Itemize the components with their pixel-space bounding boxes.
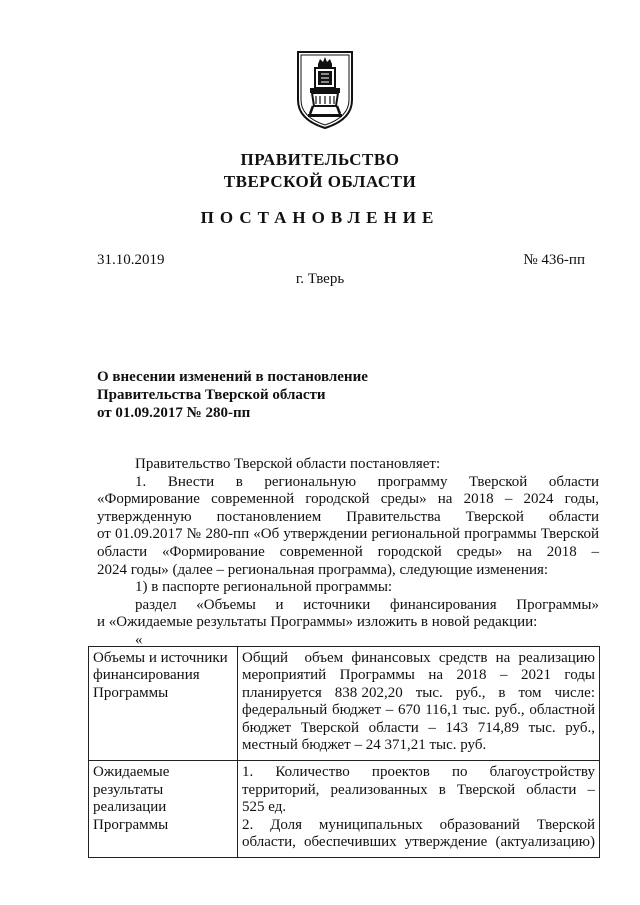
content-line: 2. Доля муниципальных образований Тверской	[242, 816, 595, 833]
table-row	[89, 647, 600, 761]
tver-coat-of-arms-emblem	[294, 48, 356, 130]
organization-name-line1: ПРАВИТЕЛЬСТВО	[240, 150, 400, 169]
content-line: Общий объем финансовых средств на реализацию	[242, 650, 595, 666]
label-line: реализации	[93, 799, 167, 816]
content-line: 525 ед.	[242, 799, 287, 816]
content-line: федеральный бюджет – 670 116,1 тыс. руб., областной	[242, 702, 595, 719]
paragraph-1-line: 1. Внести в региональную программу Тверской области	[135, 473, 599, 490]
opening-quote: «	[135, 631, 143, 648]
document-body	[97, 456, 599, 650]
paragraph-1-line: «Формирование современной городской среды» на 2018 – 2024 годы,	[97, 491, 599, 508]
document-subject	[97, 368, 368, 422]
label-line: Программы	[93, 684, 169, 701]
label-line: финансирования	[93, 667, 200, 684]
paragraph-1-line: от 01.09.2017 № 280-пп «Об утверждении региональной программы Тверской	[97, 526, 599, 543]
subject-line: от 01.09.2017 № 280-пп	[97, 405, 251, 421]
subject-line: Правительства Тверской области	[97, 387, 326, 403]
table-row-content	[238, 761, 600, 858]
label-line: Объемы и источники	[93, 650, 228, 666]
document-type-title: ПОСТАНОВЛЕНИЕ	[200, 208, 440, 227]
table-row-label	[89, 761, 238, 858]
program-passport-table	[88, 646, 600, 858]
table-row-content	[238, 647, 600, 761]
section-paragraph-line: и «Ожидаемые результаты Программы» изложить в новой редакции:	[97, 614, 538, 631]
label-line: Ожидаемые	[93, 764, 170, 781]
content-line: мероприятий Программы на 2018 – 2021 годы	[242, 667, 595, 684]
content-line: области, обеспечивших утверждение (актуализацию)	[242, 834, 595, 851]
content-line: бюджет Тверской области – 143 714,89 тыс. руб.,	[242, 719, 595, 736]
paragraph-1-line: 2024 годы» (далее – региональная программа), следующие изменения:	[97, 561, 549, 578]
table-row-label	[89, 647, 238, 761]
subject-line: О внесении изменений в постановление	[97, 369, 368, 385]
item-1-text: 1) в паспорте региональной программы:	[135, 579, 393, 596]
content-line: местный бюджет – 24 371,21 тыс. руб.	[242, 737, 487, 754]
label-line: результаты	[93, 781, 164, 798]
paragraph-1-line: области «Формирование современной городской среды» на 2018 –	[97, 543, 599, 560]
section-paragraph-line: раздел «Объемы и источники финансирования Программы»	[135, 596, 599, 613]
document-date: 31.10.2019	[97, 252, 165, 268]
intro-paragraph: Правительство Тверской области постановляет:	[135, 456, 441, 472]
content-line: 1. Количество проектов по благоустройству	[242, 764, 595, 781]
content-line: планируется 838 202,20 тыс. руб., в том числе:	[242, 684, 595, 701]
organization-name-line2: ТВЕРСКОЙ ОБЛАСТИ	[223, 172, 417, 191]
document-number: № 436-пп	[523, 252, 585, 268]
paragraph-1-line: утвержденную постановлением Правительства Тверской области	[97, 508, 599, 525]
document-city: г. Тверь	[295, 271, 345, 287]
content-line: территорий, реализованных в Тверской области –	[242, 781, 595, 798]
table-row	[89, 761, 600, 858]
label-line: Программы	[93, 816, 169, 833]
